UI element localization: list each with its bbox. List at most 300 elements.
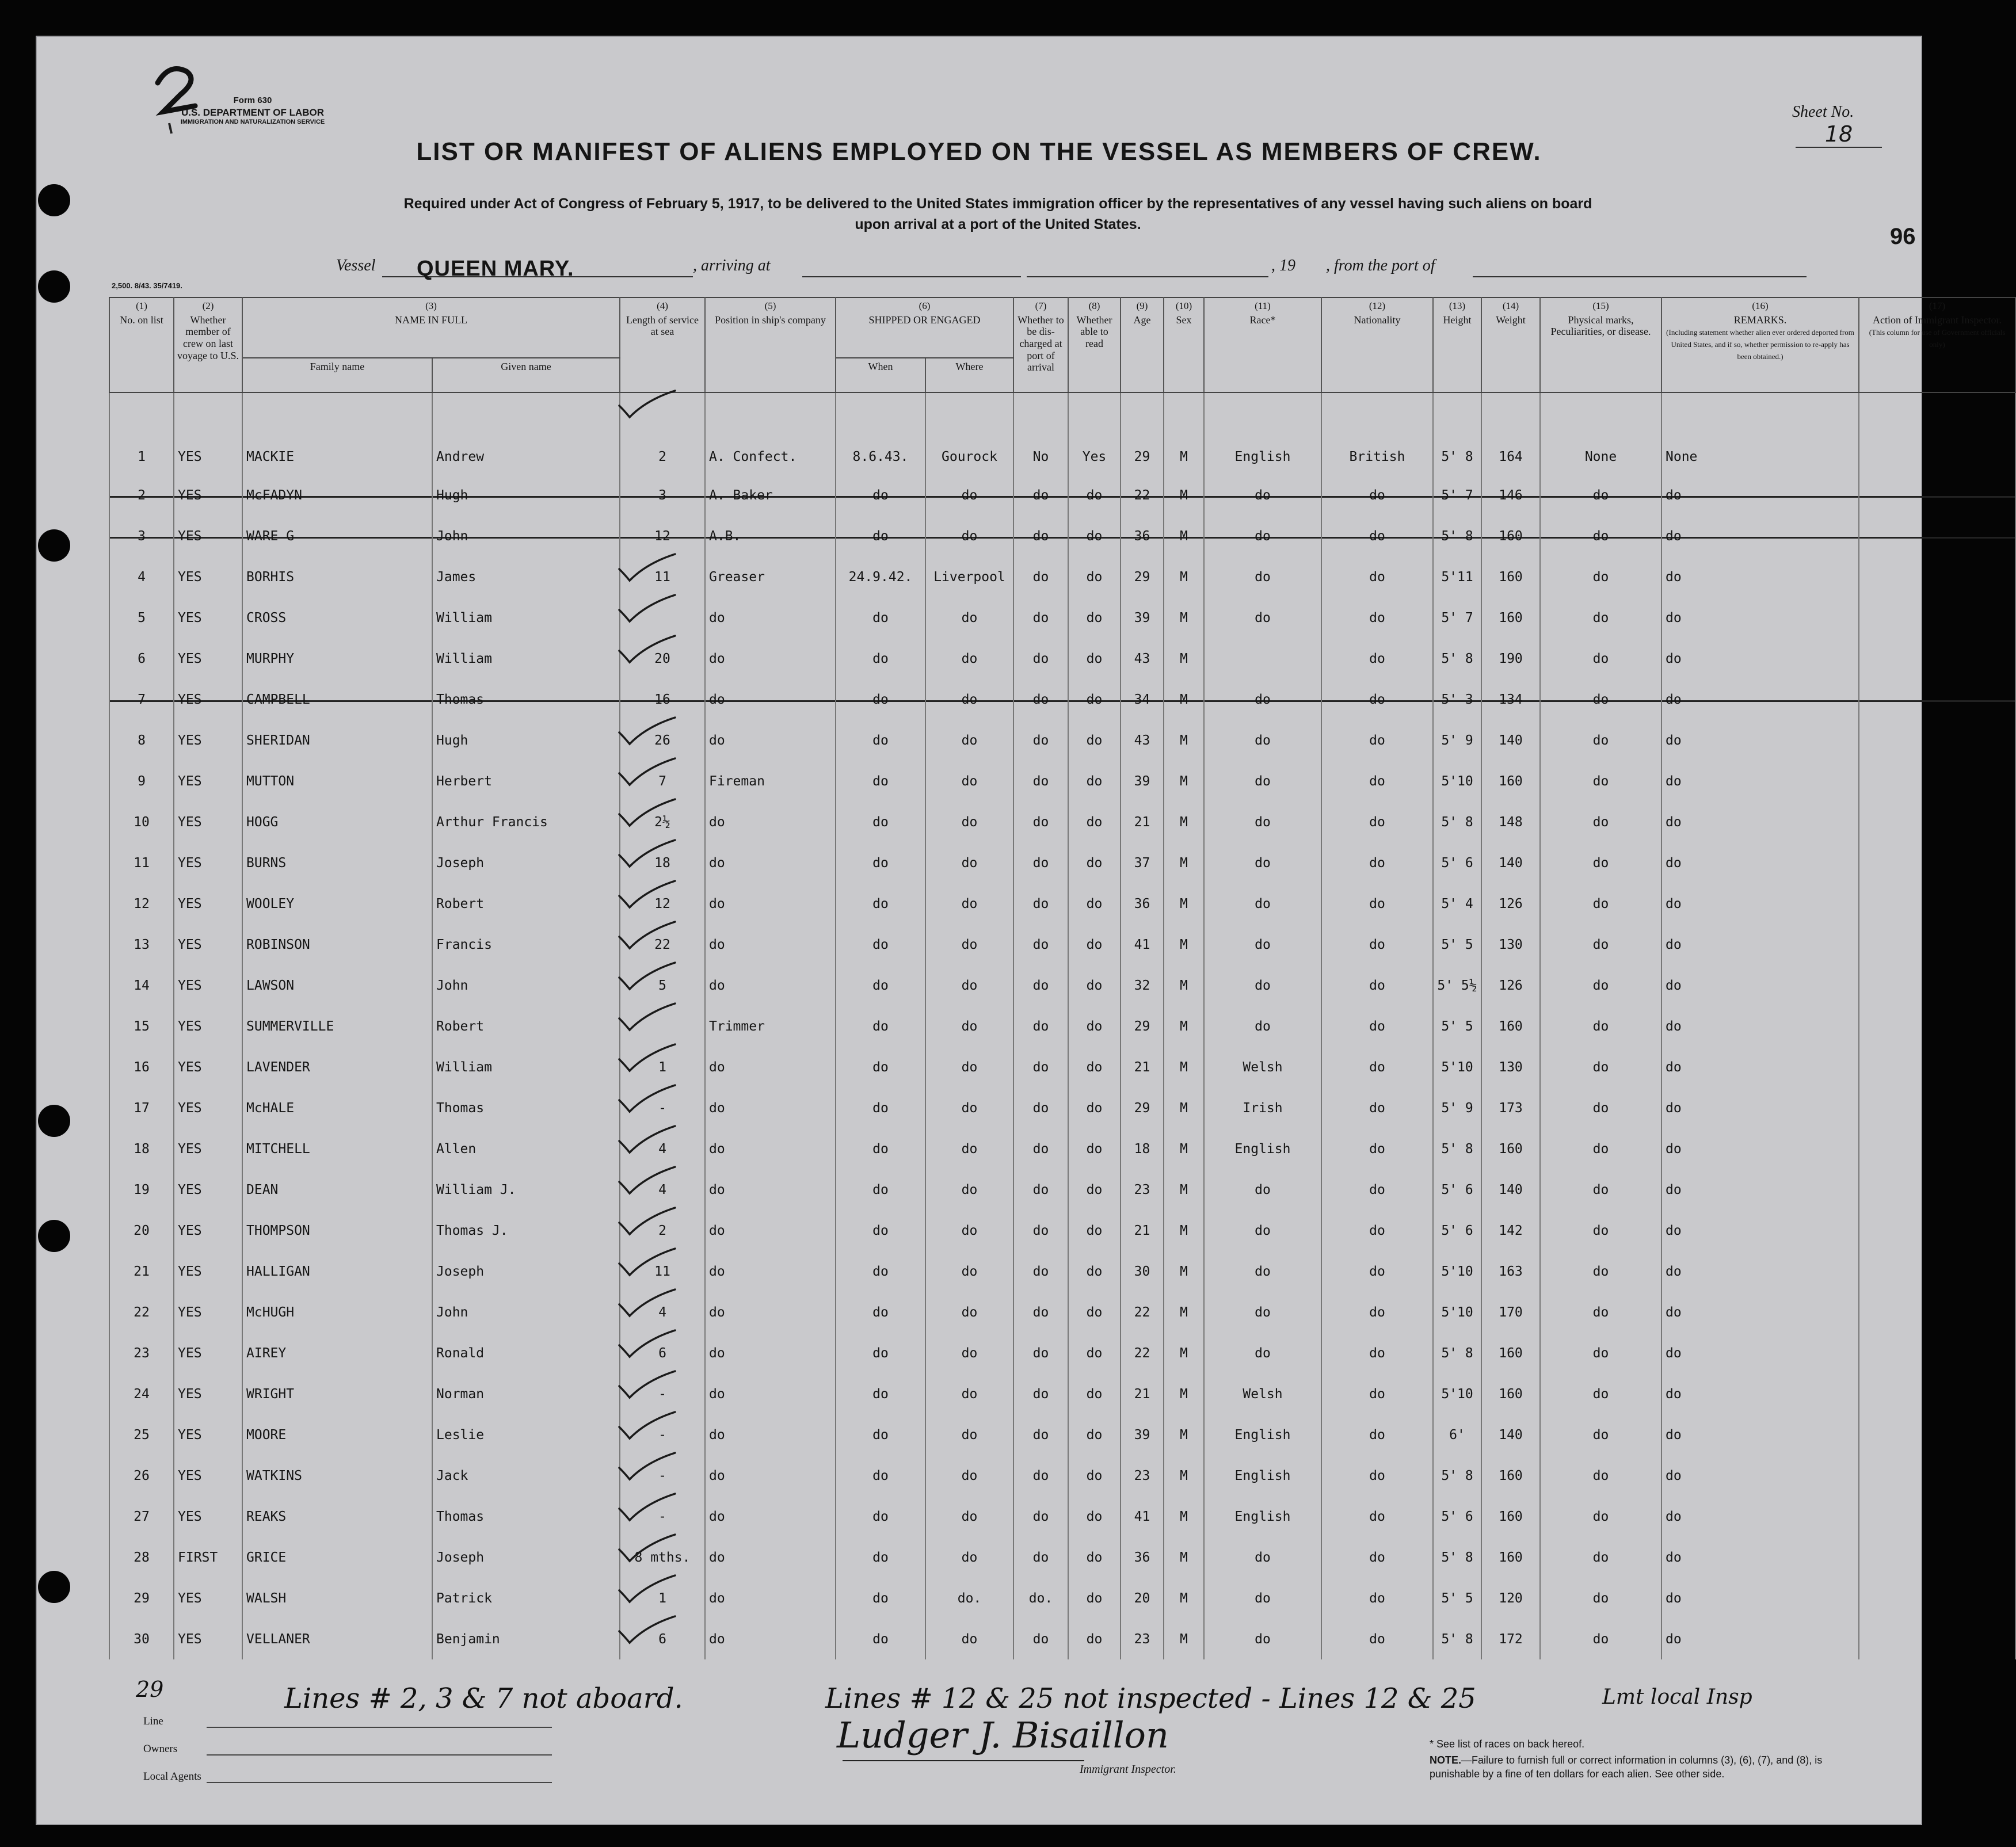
col-header-where: Where (925, 358, 1013, 392)
cell-voyage: YES (174, 1496, 242, 1537)
cell-race: do (1204, 965, 1321, 1006)
cell-when: do (836, 924, 925, 965)
cell-marks: do (1540, 1373, 1661, 1414)
cell-when: do (836, 802, 925, 842)
cell-service: 1 (620, 1047, 705, 1087)
cell-voyage: YES (174, 802, 242, 842)
col-title: Race* (1249, 314, 1276, 326)
races-note: * See list of races on back hereof. (1430, 1738, 1585, 1750)
note-text: —Failure to furnish full or correct information in columns (3), (6), (7), and (8), is punishable by a fine of ten dollars for each alien. See other side. (1430, 1754, 1823, 1780)
cell-marks: do (1540, 1047, 1661, 1087)
cell-read: do (1068, 1006, 1121, 1047)
cell-read: do (1068, 842, 1121, 883)
cell-service: 4 (620, 1128, 705, 1169)
signature-line (843, 1760, 1084, 1761)
cell-read: do (1068, 1333, 1121, 1373)
cell-age: 29 (1121, 1087, 1164, 1128)
cell-read: do (1068, 720, 1121, 761)
cell-given: William (432, 638, 620, 679)
cell-remarks: do (1661, 556, 1859, 597)
col-header-discharged (1013, 297, 1068, 392)
table-row (109, 1578, 2015, 1619)
col-title: Action of Immigrant Inspector. (1873, 314, 2002, 326)
cell-age: 29 (1121, 556, 1164, 597)
cell-no: 24 (109, 1373, 174, 1414)
binder-hole (38, 1220, 70, 1252)
cell-nationality: do (1321, 1373, 1433, 1414)
table-row (109, 475, 2015, 516)
cell-remarks: do (1661, 1047, 1859, 1087)
cell-position: do (705, 1455, 836, 1496)
cell-when: do (836, 1455, 925, 1496)
cell-position: do (705, 1619, 836, 1659)
cell-nationality: do (1321, 679, 1433, 720)
cell-family: LAWSON (242, 965, 432, 1006)
cell-inspector-action (1859, 1210, 2015, 1251)
cell-family: MOORE (242, 1414, 432, 1455)
cell-weight: 172 (1481, 1619, 1540, 1659)
cell-when: do (836, 965, 925, 1006)
cell-height: 5' 8 (1433, 392, 1481, 475)
cell-age: 37 (1121, 842, 1164, 883)
cell-given: Francis (432, 924, 620, 965)
cell-read: do (1068, 924, 1121, 965)
cell-given: William (432, 597, 620, 638)
cell-age: 29 (1121, 392, 1164, 475)
cell-nationality: do (1321, 965, 1433, 1006)
cell-weight: 160 (1481, 516, 1540, 556)
cell-position: do (705, 1169, 836, 1210)
cell-service: 1 (620, 1578, 705, 1619)
cell-position: do (705, 842, 836, 883)
cell-no: 15 (109, 1006, 174, 1047)
cell-family: BURNS (242, 842, 432, 883)
cell-inspector-action (1859, 842, 2015, 883)
cell-where: do (925, 516, 1013, 556)
footer-agents-field (143, 1770, 546, 1783)
cell-race: do (1204, 679, 1321, 720)
cell-position: Greaser (705, 556, 836, 597)
cell-no: 9 (109, 761, 174, 802)
cell-service: 11 (620, 1251, 705, 1292)
cell-weight: 148 (1481, 802, 1540, 842)
cell-position: do (705, 924, 836, 965)
cell-discharged: do (1013, 1373, 1068, 1414)
cell-family: REAKS (242, 1496, 432, 1537)
cell-age: 29 (1121, 1006, 1164, 1047)
cell-remarks: do (1661, 924, 1859, 965)
check-mark-icon (615, 1491, 678, 1526)
cell-weight: 146 (1481, 475, 1540, 516)
col-number: (13) (1449, 300, 1466, 311)
cell-read: do (1068, 883, 1121, 924)
cell-race: do (1204, 842, 1321, 883)
cell-where: do (925, 924, 1013, 965)
cell-when: do (836, 1128, 925, 1169)
cell-marks: do (1540, 638, 1661, 679)
cell-where: do (925, 1169, 1013, 1210)
cell-when: do (836, 1619, 925, 1659)
cell-no: 30 (109, 1619, 174, 1659)
cell-sex: M (1164, 1455, 1204, 1496)
cell-weight: 142 (1481, 1210, 1540, 1251)
cell-discharged: do (1013, 883, 1068, 924)
cell-nationality: do (1321, 475, 1433, 516)
cell-family: CROSS (242, 597, 432, 638)
cell-sex: M (1164, 842, 1204, 883)
page-title: LIST OR MANIFEST OF ALIENS EMPLOYED ON THE VESSEL AS MEMBERS OF CREW. (416, 138, 1542, 166)
cell-service (620, 597, 705, 638)
cell-remarks: do (1661, 761, 1859, 802)
cell-service: 4 (620, 1169, 705, 1210)
cell-sex: M (1164, 638, 1204, 679)
footer-owners-label: Owners (143, 1743, 178, 1755)
cell-inspector-action (1859, 883, 2015, 924)
cell-race: do (1204, 516, 1321, 556)
cell-when: do (836, 597, 925, 638)
cell-voyage: YES (174, 883, 242, 924)
table-row (109, 1619, 2015, 1659)
cell-given: Joseph (432, 842, 620, 883)
cell-nationality: do (1321, 1292, 1433, 1333)
cell-position: do (705, 1414, 836, 1455)
cell-inspector-action (1859, 1455, 2015, 1496)
cell-sex: M (1164, 761, 1204, 802)
col-title: Sex (1176, 314, 1192, 326)
cell-where: do (925, 1251, 1013, 1292)
col-title: REMARKS. (1733, 314, 1787, 326)
cell-height: 5' 4 (1433, 883, 1481, 924)
cell-where: do (925, 842, 1013, 883)
cell-discharged: do (1013, 1006, 1068, 1047)
cell-voyage: YES (174, 556, 242, 597)
cell-height: 5' 7 (1433, 597, 1481, 638)
cell-given: Arthur Francis (432, 802, 620, 842)
cell-family: McFADYN (242, 475, 432, 516)
table-row (109, 1373, 2015, 1414)
cell-inspector-action (1859, 1006, 2015, 1047)
cell-marks: do (1540, 597, 1661, 638)
cell-age: 22 (1121, 1292, 1164, 1333)
cell-given: John (432, 516, 620, 556)
cell-remarks: do (1661, 1414, 1859, 1455)
cell-discharged: do (1013, 802, 1068, 842)
cell-height: 5'10 (1433, 761, 1481, 802)
col-header-position (705, 297, 836, 392)
cell-age: 21 (1121, 1047, 1164, 1087)
cell-voyage: YES (174, 475, 242, 516)
cell-age: 43 (1121, 638, 1164, 679)
cell-age: 34 (1121, 679, 1164, 720)
cell-service: 4 (620, 1292, 705, 1333)
cell-height: 5' 6 (1433, 1169, 1481, 1210)
cell-nationality: do (1321, 761, 1433, 802)
cell-voyage: YES (174, 924, 242, 965)
cell-remarks: do (1661, 1373, 1859, 1414)
cell-position: do (705, 679, 836, 720)
cell-read: do (1068, 1169, 1121, 1210)
cell-read: do (1068, 679, 1121, 720)
cell-weight: 126 (1481, 965, 1540, 1006)
table-row (109, 1210, 2015, 1251)
cell-height: 5' 6 (1433, 1210, 1481, 1251)
cell-age: 39 (1121, 597, 1164, 638)
cell-given: Allen (432, 1128, 620, 1169)
cell-where: do (925, 679, 1013, 720)
cell-no: 16 (109, 1047, 174, 1087)
cell-weight: 140 (1481, 842, 1540, 883)
cell-discharged: do (1013, 1047, 1068, 1087)
cell-when: do (836, 1292, 925, 1333)
inspector-label: Immigrant Inspector. (1080, 1763, 1176, 1776)
cell-family: THOMPSON (242, 1210, 432, 1251)
cell-race: do (1204, 1333, 1321, 1373)
cell-family: McHALE (242, 1087, 432, 1128)
cell-voyage: YES (174, 1292, 242, 1333)
cell-remarks: do (1661, 475, 1859, 516)
table-row (109, 516, 2015, 556)
table-row (109, 1006, 2015, 1047)
cell-where: do (925, 1373, 1013, 1414)
col-title: No. on list (120, 314, 163, 326)
cell-given: Norman (432, 1373, 620, 1414)
cell-read: do (1068, 1537, 1121, 1578)
cell-position: do (705, 1251, 836, 1292)
col-header-age (1121, 297, 1164, 392)
service-name: IMMIGRATION AND NATURALIZATION SERVICE (180, 119, 325, 125)
cell-age: 36 (1121, 516, 1164, 556)
cell-read: do (1068, 1414, 1121, 1455)
footer-line-blank (207, 1727, 552, 1728)
col-number: (9) (1136, 300, 1148, 311)
col-title: Height (1443, 314, 1472, 326)
cell-no: 5 (109, 597, 174, 638)
cell-voyage: FIRST (174, 1537, 242, 1578)
cell-service: 2 (620, 392, 705, 475)
cell-race: do (1204, 720, 1321, 761)
cell-when: do (836, 1169, 925, 1210)
cell-where: do (925, 1619, 1013, 1659)
col-header-nationality (1321, 297, 1433, 392)
cell-inspector-action (1859, 1537, 2015, 1578)
table-row (109, 720, 2015, 761)
cell-inspector-action (1859, 516, 2015, 556)
cell-inspector-action (1859, 556, 2015, 597)
check-mark-icon (615, 838, 678, 872)
cell-age: 41 (1121, 1496, 1164, 1537)
cell-position: do (705, 1047, 836, 1087)
cell-service: - (620, 1414, 705, 1455)
cell-sex: M (1164, 1006, 1204, 1047)
cell-height: 5' 8 (1433, 1128, 1481, 1169)
cell-marks: do (1540, 556, 1661, 597)
cell-remarks: do (1661, 1210, 1859, 1251)
table-row (109, 761, 2015, 802)
cell-weight: 160 (1481, 1496, 1540, 1537)
cell-family: GRICE (242, 1537, 432, 1578)
cell-where: do (925, 1128, 1013, 1169)
col-number: (7) (1035, 300, 1047, 311)
table-row (109, 1251, 2015, 1292)
cell-when: do (836, 1047, 925, 1087)
cell-weight: 164 (1481, 392, 1540, 475)
check-mark-icon (615, 1369, 678, 1403)
cell-family: WOOLEY (242, 883, 432, 924)
cell-age: 39 (1121, 1414, 1164, 1455)
table-row (109, 1455, 2015, 1496)
cell-discharged: do (1013, 679, 1068, 720)
cell-no: 1 (109, 392, 174, 475)
cell-nationality: do (1321, 1006, 1433, 1047)
table-row (109, 883, 2015, 924)
cell-discharged: do (1013, 597, 1068, 638)
cell-read: do (1068, 1455, 1121, 1496)
cell-voyage: YES (174, 1251, 242, 1292)
cell-given: William (432, 1047, 620, 1087)
cell-discharged: do (1013, 965, 1068, 1006)
cell-when: do (836, 1537, 925, 1578)
cell-height: 5' 6 (1433, 842, 1481, 883)
cell-race: do (1204, 556, 1321, 597)
cell-marks: do (1540, 720, 1661, 761)
cell-remarks: do (1661, 1619, 1859, 1659)
cell-height: 5' 9 (1433, 1087, 1481, 1128)
cell-when: do (836, 720, 925, 761)
cell-weight: 130 (1481, 1047, 1540, 1087)
header-row (109, 297, 2015, 358)
cell-sex: M (1164, 1414, 1204, 1455)
cell-remarks: do (1661, 1087, 1859, 1128)
check-mark-icon (615, 1083, 678, 1117)
cell-marks: do (1540, 516, 1661, 556)
cell-where: do (925, 475, 1013, 516)
cell-voyage: YES (174, 1210, 242, 1251)
cell-marks: do (1540, 965, 1661, 1006)
cell-age: 21 (1121, 802, 1164, 842)
cell-age: 23 (1121, 1619, 1164, 1659)
cell-discharged: No (1013, 392, 1068, 475)
cell-nationality: do (1321, 1251, 1433, 1292)
table-row (109, 1169, 2015, 1210)
cell-discharged: do (1013, 1169, 1068, 1210)
cell-family: MITCHELL (242, 1128, 432, 1169)
cell-position: Fireman (705, 761, 836, 802)
cell-service: 18 (620, 842, 705, 883)
col-number: (14) (1502, 300, 1519, 311)
cell-given: Joseph (432, 1251, 620, 1292)
check-mark-icon (615, 1287, 678, 1322)
col-title: Whether able to read (1076, 314, 1112, 349)
cell-given: John (432, 965, 620, 1006)
print-info: 2,500. 8/43. 35/7419. (112, 281, 182, 290)
cell-discharged: do (1013, 1619, 1068, 1659)
table-row (109, 556, 2015, 597)
check-mark-icon (615, 1124, 678, 1158)
cell-discharged: do (1013, 842, 1068, 883)
col-header-race (1204, 297, 1321, 392)
cell-inspector-action (1859, 1414, 2015, 1455)
cell-weight: 160 (1481, 597, 1540, 638)
table-row (109, 965, 2015, 1006)
cell-given: Benjamin (432, 1619, 620, 1659)
cell-voyage: YES (174, 1128, 242, 1169)
cell-read: do (1068, 1578, 1121, 1619)
cell-race: do (1204, 1210, 1321, 1251)
from-port-blank (1473, 257, 1807, 277)
col-number: (15) (1592, 300, 1609, 311)
footer-owners-blank (207, 1754, 552, 1756)
cell-read: do (1068, 1292, 1121, 1333)
cell-nationality: do (1321, 597, 1433, 638)
cell-position: A. Baker (705, 475, 836, 516)
cell-voyage: YES (174, 965, 242, 1006)
cell-when: do (836, 1333, 925, 1373)
form-identification (138, 96, 368, 127)
cell-service (620, 1006, 705, 1047)
cell-inspector-action (1859, 638, 2015, 679)
cell-weight: 160 (1481, 556, 1540, 597)
cell-weight: 160 (1481, 1537, 1540, 1578)
binder-hole (38, 184, 70, 216)
cell-age: 41 (1121, 924, 1164, 965)
cell-height: 5' 8 (1433, 802, 1481, 842)
cell-marks: do (1540, 1169, 1661, 1210)
cell-marks: do (1540, 1210, 1661, 1251)
cell-voyage: YES (174, 1087, 242, 1128)
cell-when: do (836, 1373, 925, 1414)
cell-race: do (1204, 1169, 1321, 1210)
cell-family: SHERIDAN (242, 720, 432, 761)
cell-when: do (836, 475, 925, 516)
cell-read: do (1068, 802, 1121, 842)
cell-race: do (1204, 924, 1321, 965)
cell-weight: 126 (1481, 883, 1540, 924)
subtitle-line-1: Required under Act of Congress of February 5, 1917, to be delivered to the United States immigration officer by the representatives of any vessel having such aliens on board (403, 196, 1592, 212)
cell-given: Herbert (432, 761, 620, 802)
table-row (109, 1128, 2015, 1169)
cell-position: do (705, 1496, 836, 1537)
arriving-at-blank (802, 257, 1021, 277)
cell-race: do (1204, 802, 1321, 842)
department-name: U.S. DEPARTMENT OF LABOR (181, 106, 325, 118)
cell-where: Gourock (925, 392, 1013, 475)
check-mark-icon (615, 1410, 678, 1444)
col-title: Position in ship's company (715, 314, 826, 326)
cell-remarks: None (1661, 392, 1859, 475)
cell-given: Thomas (432, 1496, 620, 1537)
col-header-read (1068, 297, 1121, 392)
cell-position: do (705, 1210, 836, 1251)
col-header-height (1433, 297, 1481, 392)
cell-family: MUTTON (242, 761, 432, 802)
col-number: (8) (1088, 300, 1100, 311)
cell-discharged: do (1013, 1496, 1068, 1537)
cell-position: do (705, 1373, 836, 1414)
cell-service: - (620, 1373, 705, 1414)
cell-where: do (925, 883, 1013, 924)
cell-marks: do (1540, 475, 1661, 516)
cell-where: Liverpool (925, 556, 1013, 597)
cell-when: do (836, 1251, 925, 1292)
col-title: Weight (1496, 314, 1526, 326)
cell-position: A.B. (705, 516, 836, 556)
check-mark-icon (615, 1246, 678, 1281)
cell-height: 6' (1433, 1414, 1481, 1455)
cell-where: do (925, 1455, 1013, 1496)
cell-nationality: do (1321, 1455, 1433, 1496)
cell-family: WRIGHT (242, 1373, 432, 1414)
cell-voyage: YES (174, 1047, 242, 1087)
